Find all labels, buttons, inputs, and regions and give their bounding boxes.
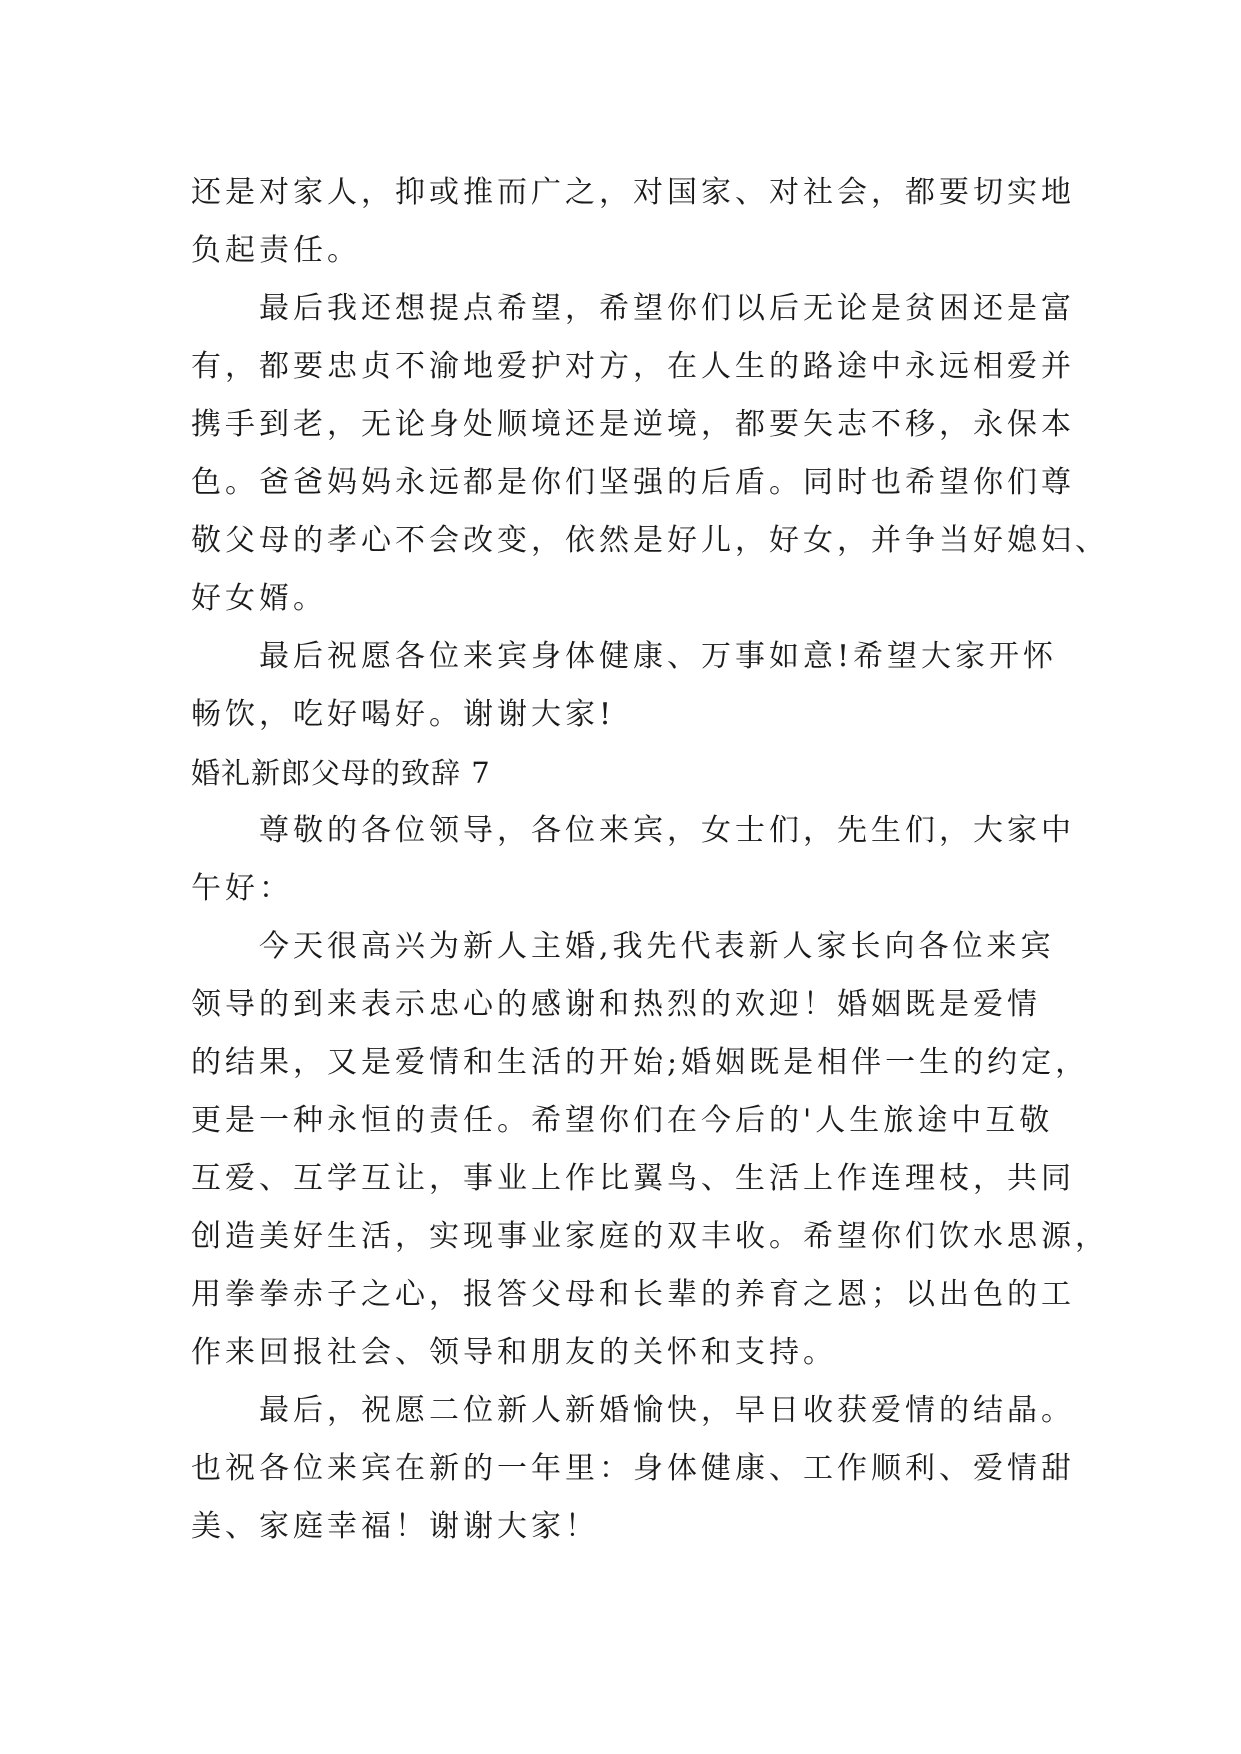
paragraph — [191, 628, 1058, 744]
body-text-before — [191, 164, 1109, 744]
text-line: 也祝各位来宾在新的一年里：身体健康、工作顺利、爱情甜 — [191, 1451, 1075, 1486]
text-line: 互爱、互学互让，事业上作比翼鸟、生活上作连理枝，共同 — [191, 1161, 1075, 1196]
paragraph — [191, 802, 1075, 918]
text-line: 畅饮，吃好喝好。谢谢大家! — [191, 697, 616, 732]
document-page — [191, 164, 1109, 1556]
text-line: 还是对家人，抑或推而广之，对国家、对社会，都要切实地 — [191, 175, 1075, 210]
text-line: 作来回报社会、领导和朋友的关怀和支持。 — [191, 1335, 837, 1370]
text-line: 尊敬的各位领导，各位来宾，女士们，先生们，大家中 — [259, 813, 1075, 848]
section-heading: 婚礼新郎父母的致辞 7 — [191, 756, 491, 790]
text-line: 美、家庭幸福！谢谢大家！ — [191, 1509, 599, 1544]
text-line: 最后，祝愿二位新人新婚愉快，早日收获爱情的结晶。 — [259, 1393, 1075, 1428]
body-text-after — [191, 802, 1109, 1556]
text-line: 敬父母的孝心不会改变，依然是好儿，好女，并争当好媳妇、 — [191, 523, 1109, 558]
text-line: 最后我还想提点希望，希望你们以后无论是贫困还是富 — [259, 291, 1075, 326]
paragraph — [191, 280, 1109, 628]
paragraph — [191, 164, 1075, 280]
paragraph — [191, 918, 1109, 1382]
text-line: 领导的到来表示忠心的感谢和热烈的欢迎！婚姻既是爱情 — [191, 987, 1041, 1022]
text-line: 用拳拳赤子之心，报答父母和长辈的养育之恩；以出色的工 — [191, 1277, 1075, 1312]
text-line: 的结果，又是爱情和生活的开始;婚姻既是相伴一生的约定， — [191, 1045, 1090, 1080]
text-line: 更是一种永恒的责任。希望你们在今后的'人生旅途中互敬 — [191, 1103, 1054, 1138]
text-line: 有，都要忠贞不渝地爱护对方，在人生的路途中永远相爱并 — [191, 349, 1075, 384]
text-line: 午好： — [191, 871, 293, 906]
text-line: 携手到老，无论身处顺境还是逆境，都要矢志不移，永保本 — [191, 407, 1075, 442]
text-line: 最后祝愿各位来宾身体健康、万事如意!希望大家开怀 — [259, 639, 1058, 674]
text-line: 好女婿。 — [191, 581, 327, 616]
text-line: 创造美好生活，实现事业家庭的双丰收。希望你们饮水思源， — [191, 1219, 1109, 1254]
text-line: 负起责任。 — [191, 233, 361, 268]
text-line: 色。爸爸妈妈永远都是你们坚强的后盾。同时也希望你们尊 — [191, 465, 1075, 500]
text-line: 今天很高兴为新人主婚,我先代表新人家长向各位来宾 — [259, 929, 1055, 964]
paragraph — [191, 1382, 1075, 1556]
